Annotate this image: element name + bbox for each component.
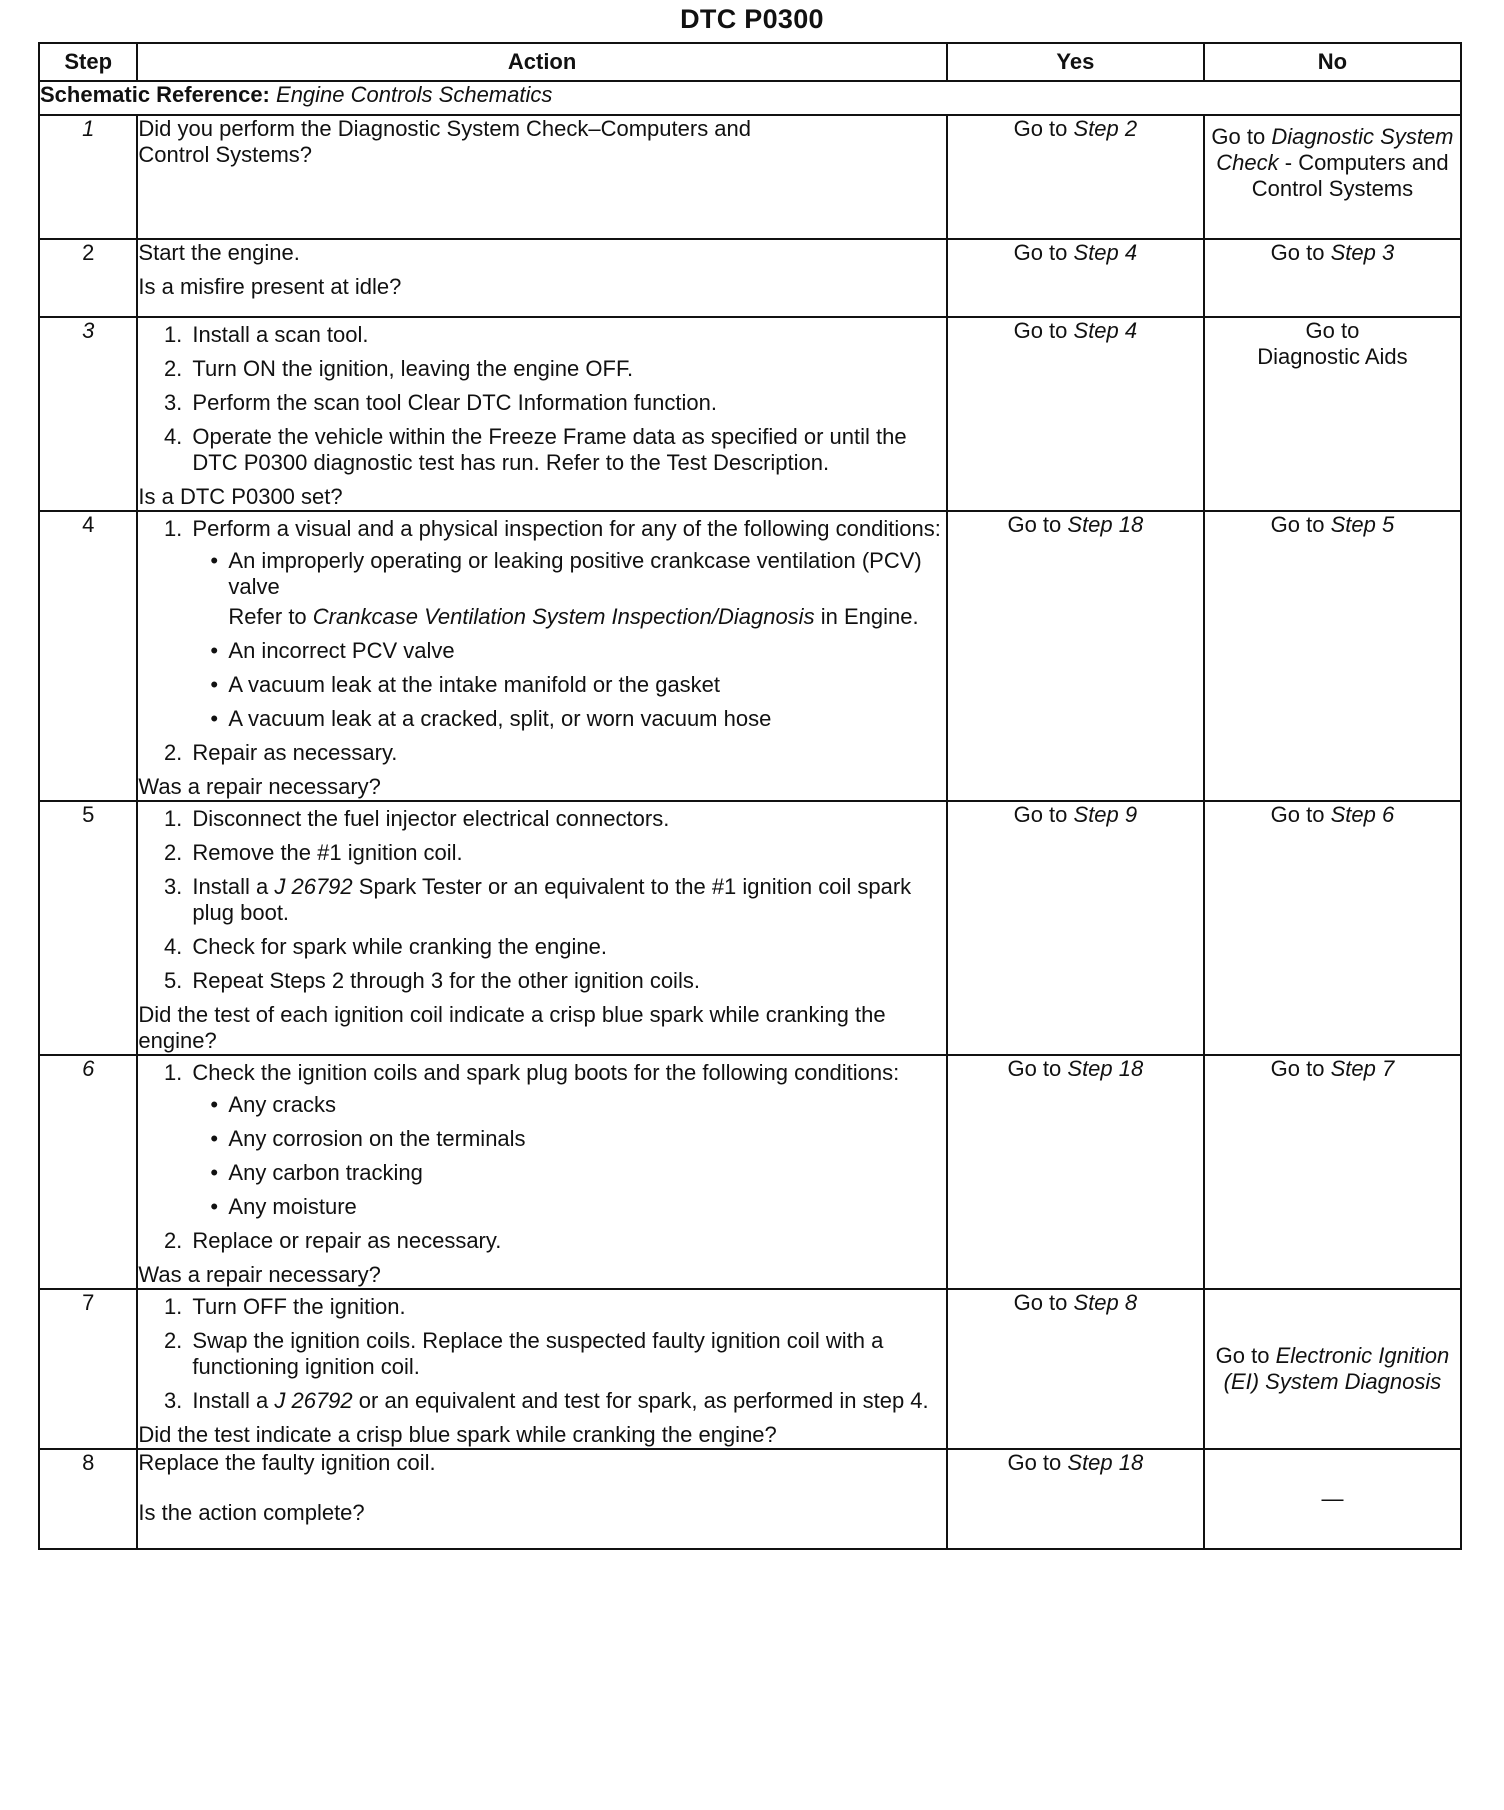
- step-number: 3: [39, 317, 137, 511]
- condition-list: [192, 548, 945, 732]
- list-item: [188, 1388, 945, 1414]
- table-row-step-3: [39, 317, 1461, 511]
- action-list: [138, 1294, 945, 1414]
- bullet-item: • An incorrect PCV valve: [228, 638, 945, 664]
- bullet-item: • An improperly operating or leaking positive crankcase ventilation (PCV) valve: [228, 548, 945, 600]
- action-list: [138, 516, 945, 766]
- bullet-item: • A vacuum leak at a cracked, split, or worn vacuum hose: [228, 706, 945, 732]
- list-item: 1. Turn OFF the ignition.: [188, 1294, 945, 1320]
- step-number: 2: [39, 239, 137, 317]
- step-link: Step 4: [1073, 318, 1138, 343]
- goto-text: Go to: [1270, 240, 1325, 265]
- question-text: Did the test indicate a crisp blue spark while cranking the engine?: [138, 1422, 777, 1447]
- action-cell: [137, 511, 946, 801]
- yes-cell: [947, 511, 1204, 801]
- question-text: Is the action complete?: [138, 1500, 365, 1525]
- list-item: 4. Check for spark while cranking the engine.: [188, 934, 945, 960]
- action-list: [138, 806, 945, 994]
- step-number: 8: [39, 1449, 137, 1549]
- action-cell: [137, 115, 946, 239]
- step-link: Step 18: [1067, 1450, 1144, 1475]
- action-text: Did you perform the Diagnostic System Check–Computers and Control Systems?: [138, 116, 752, 167]
- goto-text: Go to: [1270, 1056, 1325, 1081]
- yes-cell: [947, 115, 1204, 239]
- table-header-row: [39, 43, 1461, 81]
- list-item-text: Check the ignition coils and spark plug boots for the following conditions:: [192, 1060, 900, 1085]
- goto-text: Go to: [1215, 1343, 1270, 1368]
- table-row-step-8: [39, 1449, 1461, 1549]
- step-link: Step 6: [1330, 802, 1395, 827]
- header-action: Action: [137, 43, 946, 81]
- goto-text: Go to: [1211, 124, 1266, 149]
- table-row-step-5: [39, 801, 1461, 1055]
- procedure-suffix: - Computers and Control Systems: [1251, 150, 1449, 201]
- list-item: 4. Operate the vehicle within the Freeze Frame data as specified or until the DTC P0300 diagnostic test has run. Refer to the Test Description.: [188, 424, 945, 476]
- item-suffix: Spark Tester or an equivalent to the #1 ignition coil spark plug boot.: [192, 874, 912, 925]
- step-link: Step 18: [1067, 512, 1144, 537]
- action-text: Start the engine.: [138, 240, 300, 265]
- list-item-text: Perform a visual and a physical inspection for any of the following conditions:: [192, 516, 941, 541]
- procedure-link: Diagnostic System Check: [1216, 124, 1454, 175]
- action-cell: [137, 1055, 946, 1289]
- spacer: [138, 1476, 945, 1500]
- no-cell: [1204, 1289, 1461, 1449]
- schematic-reference: [39, 81, 1461, 115]
- yes-cell: [947, 317, 1204, 511]
- step-link: Step 2: [1073, 116, 1138, 141]
- no-cell: [1204, 511, 1461, 801]
- step-link: Step 7: [1330, 1056, 1395, 1081]
- list-item: 1. Disconnect the fuel injector electrical connectors.: [188, 806, 945, 832]
- list-item: 2. Remove the #1 ignition coil.: [188, 840, 945, 866]
- goto-text: Go to: [1013, 116, 1068, 141]
- refer-prefix: Refer to: [228, 604, 307, 629]
- step-link: Step 8: [1073, 1290, 1138, 1315]
- list-item: [188, 516, 945, 732]
- step-link: Step 5: [1330, 512, 1395, 537]
- goto-text: Go to: [1013, 1290, 1068, 1315]
- bullet-item: • A vacuum leak at the intake manifold or the gasket: [228, 672, 945, 698]
- no-cell: [1204, 317, 1461, 511]
- list-item: 1. Install a scan tool.: [188, 322, 945, 348]
- yes-cell: [947, 1449, 1204, 1549]
- action-cell: [137, 801, 946, 1055]
- list-item: 2. Repair as necessary.: [188, 740, 945, 766]
- step-number: 6: [39, 1055, 137, 1289]
- question-text: Was a repair necessary?: [138, 1262, 381, 1287]
- step-number: 5: [39, 801, 137, 1055]
- question-text: Did the test of each ignition coil indicate a crisp blue spark while cranking the engine?: [138, 1002, 886, 1053]
- header-step: Step: [39, 43, 137, 81]
- question-text: Is a misfire present at idle?: [138, 274, 402, 299]
- item-prefix: Install a: [192, 1388, 269, 1413]
- tool-number: J 26792: [274, 874, 353, 899]
- step-number: 4: [39, 511, 137, 801]
- no-cell: [1204, 1055, 1461, 1289]
- list-item: 2. Replace or repair as necessary.: [188, 1228, 945, 1254]
- yes-cell: [947, 1055, 1204, 1289]
- question-text: Was a repair necessary?: [138, 774, 381, 799]
- schematic-value: Engine Controls Schematics: [276, 82, 553, 107]
- goto-text: Go to: [1270, 802, 1325, 827]
- goto-text: Go to: [1007, 1056, 1062, 1081]
- step-link: Step 9: [1073, 802, 1138, 827]
- item-suffix: or an equivalent and test for spark, as performed in step 4.: [358, 1388, 929, 1413]
- yes-cell: [947, 801, 1204, 1055]
- refer-link: Crankcase Ventilation System Inspection/Diagnosis: [312, 604, 815, 629]
- schematic-reference-row: [39, 81, 1461, 115]
- table-row-step-4: [39, 511, 1461, 801]
- list-item: [188, 1060, 945, 1220]
- refer-note: [228, 604, 945, 630]
- bullet-item: • Any moisture: [228, 1194, 945, 1220]
- header-no: No: [1204, 43, 1461, 81]
- no-cell: [1204, 239, 1461, 317]
- schematic-label: Schematic Reference:: [40, 82, 270, 107]
- bullet-item: • Any cracks: [228, 1092, 945, 1118]
- procedure-link: Electronic Ignition (EI) System Diagnosis: [1223, 1343, 1450, 1394]
- list-item: [188, 874, 945, 926]
- step-number: 1: [39, 115, 137, 239]
- goto-text: Go to: [1007, 1450, 1062, 1475]
- action-cell: [137, 1449, 946, 1549]
- header-yes: Yes: [947, 43, 1204, 81]
- tool-number: J 26792: [274, 1388, 353, 1413]
- list-item: 5. Repeat Steps 2 through 3 for the other ignition coils.: [188, 968, 945, 994]
- action-cell: [137, 1289, 946, 1449]
- condition-list: [192, 1092, 945, 1220]
- question-text: Is a DTC P0300 set?: [138, 484, 343, 509]
- list-item: 2. Swap the ignition coils. Replace the suspected faulty ignition coil with a functioning ignition coil.: [188, 1328, 945, 1380]
- step-link: Step 3: [1330, 240, 1395, 265]
- action-cell: [137, 317, 946, 511]
- refer-suffix: in Engine.: [820, 604, 919, 629]
- goto-text: Go to: [1305, 318, 1360, 343]
- procedure-link: Diagnostic Aids: [1257, 344, 1408, 369]
- goto-text: Go to: [1013, 240, 1068, 265]
- table-row-step-7: [39, 1289, 1461, 1449]
- goto-text: Go to: [1007, 512, 1062, 537]
- bullet-item: • Any carbon tracking: [228, 1160, 945, 1186]
- action-list: [138, 1060, 945, 1254]
- diagnostic-table: [38, 42, 1462, 1550]
- item-prefix: Install a: [192, 874, 269, 899]
- table-row-step-2: [39, 239, 1461, 317]
- table-row-step-1: [39, 115, 1461, 239]
- empty-dash: —: [1321, 1486, 1344, 1511]
- goto-text: Go to: [1013, 802, 1068, 827]
- yes-cell: [947, 239, 1204, 317]
- no-cell: [1204, 1449, 1461, 1549]
- action-list: [138, 322, 945, 476]
- yes-cell: [947, 1289, 1204, 1449]
- list-item: 3. Perform the scan tool Clear DTC Information function.: [188, 390, 945, 416]
- step-number: 7: [39, 1289, 137, 1449]
- page-title: DTC P0300: [680, 4, 824, 34]
- action-cell: [137, 239, 946, 317]
- list-item: 2. Turn ON the ignition, leaving the engine OFF.: [188, 356, 945, 382]
- bullet-item: • Any corrosion on the terminals: [228, 1126, 945, 1152]
- no-cell: [1204, 115, 1461, 239]
- goto-text: Go to: [1270, 512, 1325, 537]
- step-link: Step 18: [1067, 1056, 1144, 1081]
- no-cell: [1204, 801, 1461, 1055]
- goto-text: Go to: [1013, 318, 1068, 343]
- table-row-step-6: [39, 1055, 1461, 1289]
- step-link: Step 4: [1073, 240, 1138, 265]
- action-text: Replace the faulty ignition coil.: [138, 1450, 436, 1475]
